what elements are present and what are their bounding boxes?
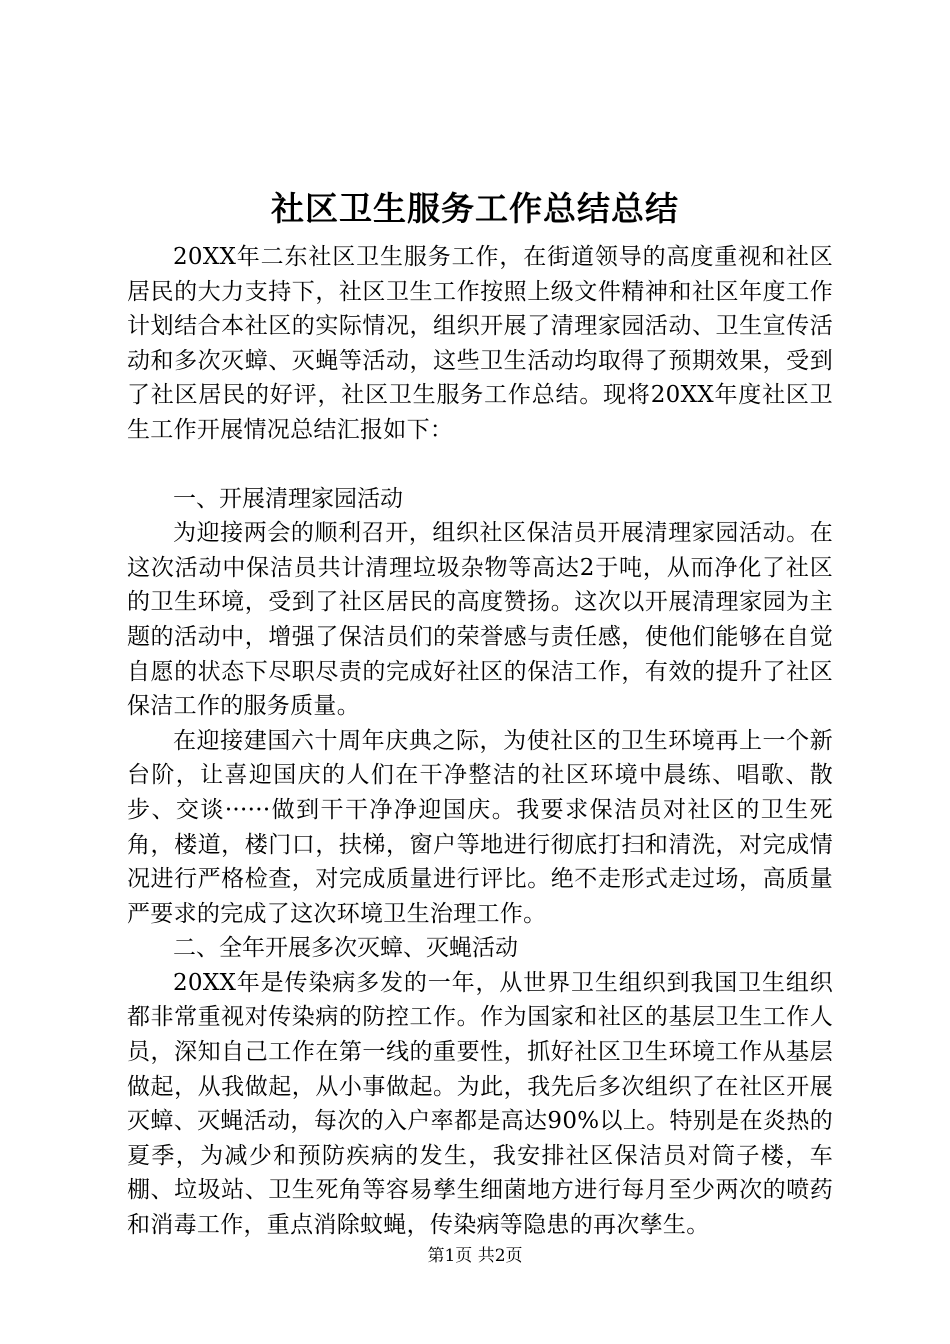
intro-paragraph: 20XX年二东社区卫生服务工作，在街道领导的高度重视和社区居民的大力支持下，社区卫生工作按照上级文件精神和社区年度工作计划结合本社区的实际情况，组织开展了清理家园活动、卫生宣传活动和多次灭蟑、灭蝇等活动，这些卫生活动均取得了预期效果，受到了社区居民的好评，社区卫生服务工作总结。现将20XX年度社区卫生工作开展情况总结汇报如下： — [127, 244, 833, 443]
section-1-paragraph-1: 为迎接两会的顺利召开，组织社区保洁员开展清理家园活动。在这次活动中保洁员共计清理垃圾杂物等高达2于吨，从而净化了社区的卫生环境，受到了社区居民的高度赞扬。这次以开展清理家园为主题的活动中，增强了保洁员们的荣誉感与责任感，使他们能够在自觉自愿的状态下尽职尽责的完成好社区的保洁工作，有效的提升了社区保洁工作的服务质量。 — [127, 520, 833, 720]
document-title: 社区卫生服务工作总结总结 — [271, 189, 679, 228]
paragraph-gap — [127, 448, 833, 482]
document-body — [127, 240, 833, 1243]
section-heading-1: 一、开展清理家园活动 — [173, 485, 403, 512]
page-footer: 第1页 共2页 — [427, 1246, 523, 1266]
section-1-paragraph-2: 在迎接建国六十周年庆典之际，为使社区的卫生环境再上一个新台阶，让喜迎国庆的人们在干净整洁的社区环境中晨练、唱歌、散步、交谈······做到干干净净迎国庆。我要求保洁员对社区的卫生死角，楼道，楼门口，扶梯，窗户等地进行彻底打扫和清洗，对完成情况进行严格检查，对完成质量进行评比。绝不走形式走过场，高质量严要求的完成了这次环境卫生治理工作。 — [127, 727, 833, 927]
section-heading-2: 二、全年开展多次灭蟑、灭蝇活动 — [173, 935, 518, 962]
section-2-paragraph-1: 20XX年是传染病多发的一年，从世界卫生组织到我国卫生组织都非常重视对传染病的防控工作。作为国家和社区的基层卫生工作人员，深知自己工作在第一线的重要性，抓好社区卫生环境工作从基层做起，从我做起，从小事做起。为此，我先后多次组织了在社区开展灭蟑、灭蝇活动，每次的入户率都是高达90%以上。特别是在炎热的夏季，为减少和预防疾病的发生，我安排社区保洁员对筒子楼，车棚、垃圾站、卫生死角等容易孳生细菌地方进行每月至少两次的喷药和消毒工作，重点消除蚊蝇，传染病等隐患的再次孳生。 — [127, 969, 833, 1239]
